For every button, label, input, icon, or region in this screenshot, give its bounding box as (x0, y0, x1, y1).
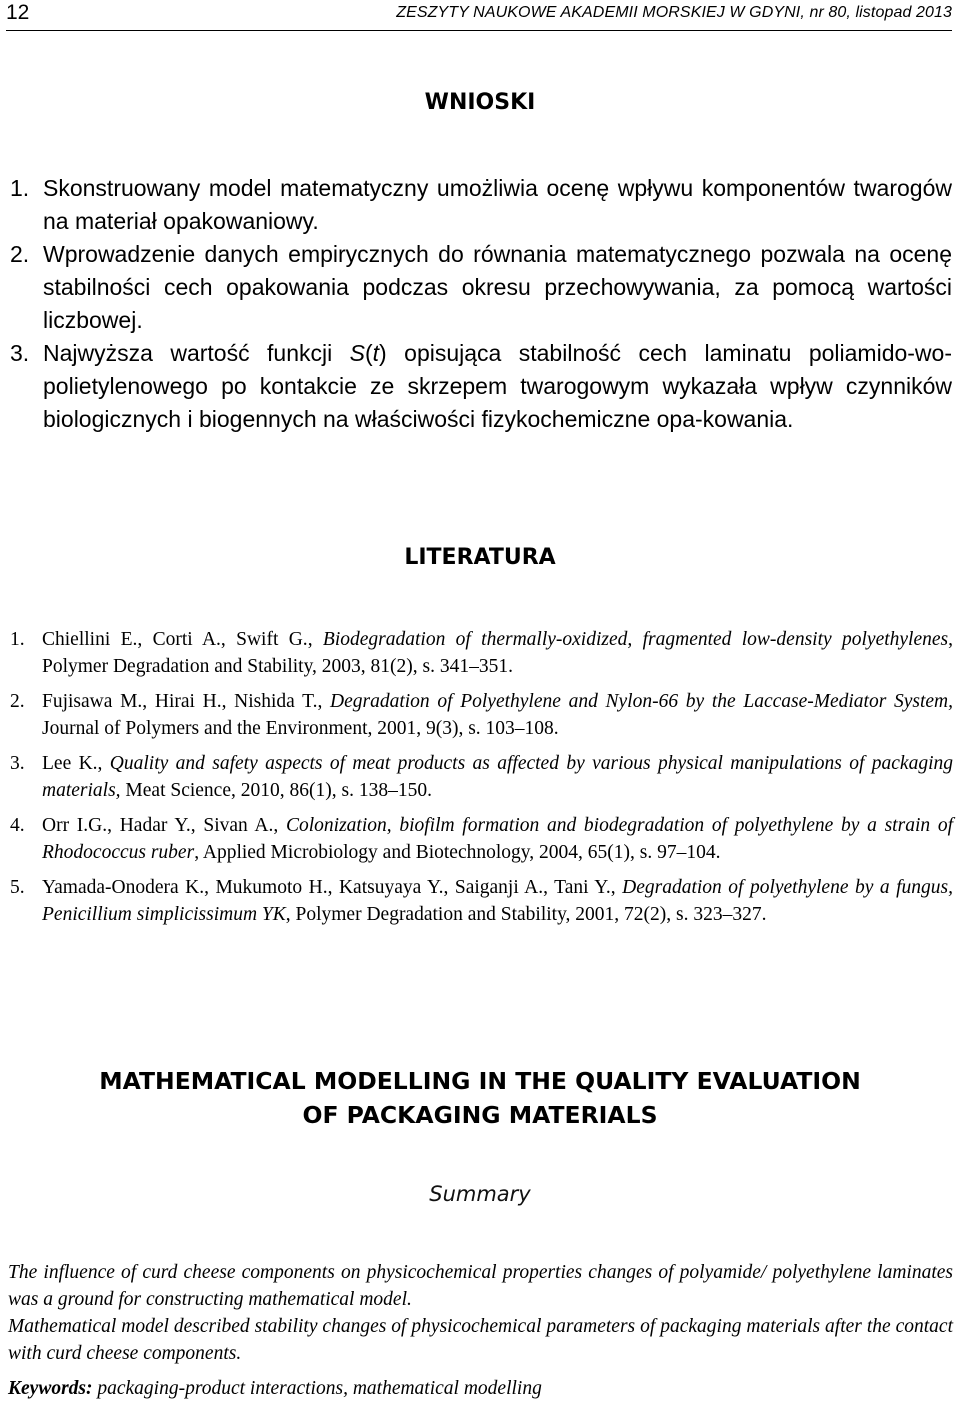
reference-authors: Yamada-Onodera K., Mukumoto H., Katsuyaya Y., Saiganji A., Tani Y. (42, 877, 611, 898)
reference-item (10, 874, 953, 928)
reference-number: 5. (10, 877, 25, 898)
summary-paragraph: The influence of curd cheese components on physicochemical properties changes of polyamide/ polyethylene laminates was a ground for constructing mathematical model. (8, 1262, 953, 1310)
english-title-line: OF PACKAGING MATERIALS (302, 1101, 658, 1129)
conclusion-text: Skonstruowany model matematyczny umożliwia ocenę wpływu komponentów twarogów na materiał opakowaniowy. (43, 175, 952, 234)
function-variable: t (372, 340, 380, 366)
function-symbol: S (349, 340, 365, 366)
reference-source: , Applied Microbiology and Biotechnology, 2004, 65(1), s. 97–104. (194, 842, 721, 863)
reference-title: Biodegradation of thermally-oxidized, fragmented low-density polyethylenes (322, 629, 949, 650)
reference-item (10, 626, 953, 680)
reference-separator: , (317, 691, 331, 712)
conclusions-heading: WNIOSKI (424, 90, 536, 115)
keywords-text: packaging-product interactions, mathematical modelling (92, 1378, 542, 1399)
keywords-line (8, 1375, 953, 1402)
reference-source: , Polymer Degradation and Stability, 2003, 81(2), s. 341–351. (42, 629, 953, 677)
reference-title: Degradation of polyethylene by a fungus, Penicillium simplicissimum YK (42, 877, 953, 925)
conclusion-item (10, 337, 952, 436)
conclusion-number: 3. (10, 340, 30, 366)
journal-name: ZESZYTY NAUKOWE AKADEMII MORSKIEJ W GDYNI, nr 80, listopad 2013 (396, 4, 952, 21)
reference-number: 1. (10, 629, 25, 650)
reference-title: Quality and safety aspects of meat products as affected by various physical manipulations of packaging materials, (42, 753, 954, 801)
conclusion-item (10, 172, 952, 238)
summary-paragraph: Mathematical model described stability changes of physicochemical parameters of packaging materials after the contact with curd cheese components. (8, 1316, 953, 1364)
english-title-line: MATHEMATICAL MODELLING IN THE QUALITY EVALUATION (99, 1067, 861, 1095)
conclusion-text: Najwyższa wartość funkcji (43, 340, 350, 366)
reference-number: 3. (10, 753, 25, 774)
conclusion-text-continued: opisująca stabilność cech laminatu poliamido-wo-polietylenowego po kontakcie ze skrzepem twarogowym wykazała wpływ czynników biologicznych i biogennych na właściwości fizykochemiczne opa-kowania. (43, 340, 952, 432)
references-list (10, 626, 953, 936)
conclusions-list (10, 172, 952, 436)
reference-title: Colonization, biofilm formation and biodegradation of polyethylene by a strain of Rhodococcus ruber (42, 815, 953, 863)
reference-authors: Chiellini E., Corti A., Swift G. (42, 629, 308, 650)
reference-item (10, 812, 953, 866)
summary-heading: Summary (429, 1182, 531, 1206)
english-article-title (0, 1064, 960, 1132)
reference-number: 4. (10, 815, 25, 836)
reference-authors: Fujisawa M., Hirai H., Nishida T. (42, 691, 318, 712)
running-header (6, 0, 952, 31)
summary-body (8, 1259, 953, 1402)
conclusion-text: Wprowadzenie danych empirycznych do równania matematycznego pozwala na ocenę stabilności cech opakowania podczas okresu przechowywania, za pomocą wartości liczbowej. (43, 241, 952, 333)
conclusion-item (10, 238, 952, 337)
reference-authors: Orr I.G., Hadar Y., Sivan A. (42, 815, 274, 836)
reference-separator: , (97, 753, 110, 774)
paren-open: ( (364, 340, 373, 366)
page-number: 12 (6, 1, 30, 24)
reference-item (10, 750, 953, 804)
paren-close: ) (379, 340, 387, 366)
keywords-label: Keywords: (8, 1378, 93, 1399)
conclusion-number: 1. (10, 175, 30, 201)
literature-heading: LITERATURA (404, 545, 556, 570)
reference-authors: Lee K. (42, 753, 98, 774)
conclusion-number: 2. (10, 241, 30, 267)
reference-item (10, 688, 953, 742)
reference-separator: , (610, 877, 623, 898)
reference-source: , Polymer Degradation and Stability, 2001, 72(2), s. 323–327. (285, 904, 767, 925)
reference-separator: , (307, 629, 323, 650)
reference-title: Degradation of Polyethylene and Nylon-66 by the Laccase-Mediator System, (330, 691, 954, 712)
reference-source: Meat Science, 2010, 86(1), s. 138–150. (120, 780, 432, 801)
reference-separator: , (273, 815, 286, 836)
reference-source: Journal of Polymers and the Environment, 2001, 9(3), s. 103–108. (42, 718, 559, 739)
reference-number: 2. (10, 691, 25, 712)
